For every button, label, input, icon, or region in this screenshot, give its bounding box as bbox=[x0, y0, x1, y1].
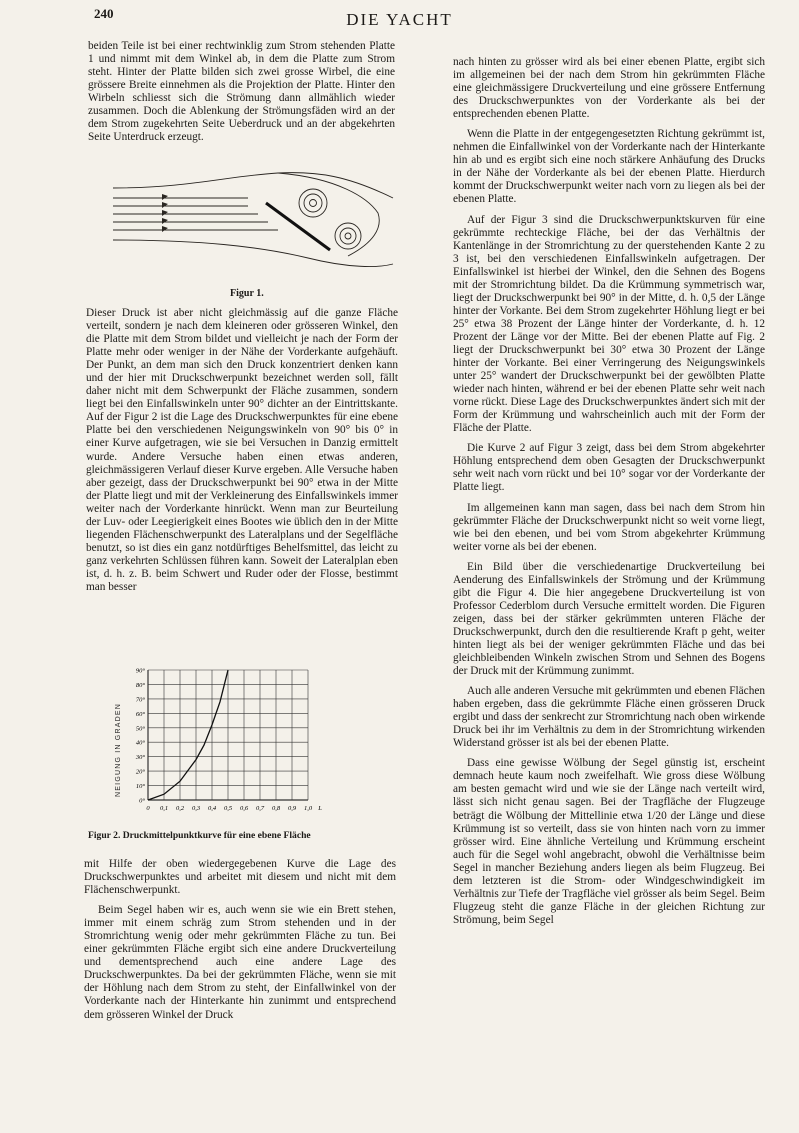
chart-y-tick-label: 90° bbox=[135, 667, 145, 675]
chart-y-tick-label: 20° bbox=[135, 768, 145, 776]
figure-2-caption: Figur 2. Druckmittelpunktkurve für eine ebene Fläche bbox=[88, 830, 311, 841]
paragraph: Auch alle anderen Versuche mit gekrümmten und ebenen Flächen haben ergeben, dass die gekrümmte Fläche einen grösseren Druck ergibt und dass der senkrecht zur Stromrichtung nach oben wirkende Druck bei ihr im Verhältnis zu dem in der Stromrichtung wirkenden Widerstand grösser ist als bei der ebenen Platte. bbox=[453, 685, 765, 750]
paragraph: beiden Teile ist bei einer rechtwinklig zum Strom stehenden Platte 1 und nimmt mit dem Winkel ab, in dem die Platte zum Strom steht. Hinter der Platte bilden sich zwei grosse Wirbel, die eine grössere Breite einnehmen als die Projektion der Platte. Hinter den Wirbeln schliesst sich die Strömung dann allmählich wieder zusammen. Doch die Ablenkung der Strömungsfäden wird an der dem Strom zugekehrten Seite Ueberdruck und an der abgekehrten Seite Unterdruck erzeugt. bbox=[88, 40, 395, 144]
chart-x-tick-label: 0,4 bbox=[207, 805, 217, 812]
chart-y-tick-label: 50° bbox=[135, 725, 145, 733]
page-number: 240 bbox=[94, 6, 114, 21]
paragraph: nach hinten zu grösser wird als bei einer ebenen Platte, ergibt sich im allgemeinen bei der nach dem Strom hin gekrümmten Fläche eine gleichmässigere Druckverteilung und eine grössere Entfernung des Druckschwerpunktes von der Vorderkante als bei der entsprechenden ebenen Platte. bbox=[453, 56, 765, 121]
chart-series-line bbox=[148, 670, 228, 800]
left-column-middle bbox=[86, 307, 398, 601]
paragraph: Auf der Figur 3 sind die Druckschwerpunktskurven für eine gekrümmte rechteckige Fläche, bei der das Verhältnis der Kantenlänge in der Stromrichtung zu der querstehenden Kante 2 zu 3 ist, bei den verschiedenen Einfallswinkeln aufgetragen. Der Einfallswinkel ist hierbei der Winkel, den die Sehnen des Bogens mit der Stromrichtung bildet. Da die Krümmung symmetrisch war, liegt der Druckschwerpunkt bei 90° in der Mitte, d. h. 0,5 der Länge hinter der Vorkante. Bei dem Strom zugekehrter Höhlung liegt er bei 25° etwa 38 Prozent der Länge hinter der Vorderkante, d. h. 12 Prozent der Länge vor der Mitte. Bei der ebenen Platte auf Fig. 2 liegt der Druckschwerpunkt bei 30° etwa 30 Prozent der Länge hinter der Vorkante. Bei einer Verringerung des Neigungswinkels unter 25° wandert der Druckschwerpunkt bei der gewölbten Platte wieder nach hinten, während er bei der ebenen Platte sehr weit nach vorne rückt. Diese Lage des Druckschwerpunktes ändert sich mit der Form der Krümmung und wahrscheinlich auch mit der Form der Fläche der Platte. bbox=[453, 213, 765, 435]
paragraph: Die Kurve 2 auf Figur 3 zeigt, dass bei dem Strom abgekehrter Höhlung entsprechend dem oben Gesagten der Druckschwerpunkt sehr weit nach vorn rückt und bei 10° sogar vor der Vorderkante der Platte liegt. bbox=[453, 442, 765, 494]
chart-y-tick-label: 70° bbox=[135, 696, 145, 704]
chart-x-tick-label: 0,8 bbox=[271, 805, 281, 812]
chart-y-tick-label: 60° bbox=[135, 710, 145, 718]
chart-x-tick-label: L bbox=[318, 805, 322, 812]
figure-1-caption: Figur 1. bbox=[230, 288, 264, 299]
chart-x-tick-label: 1,0 bbox=[303, 805, 313, 812]
left-column-bottom bbox=[84, 858, 396, 1029]
streamline bbox=[113, 240, 393, 266]
paragraph: Dieser Druck ist aber nicht gleichmässig auf die ganze Fläche verteilt, sondern je nach dem kleineren oder grösseren Winkel, den die Platte mit dem Strom bildet und vielleicht je nach der Form der Platte mehr oder weniger in der Nähe der Vorderkante aufgehäuft. Der Punkt, an dem man sich den Druck konzentriert denken kann und der hier mit Druckschwerpunkt bezeichnet werden soll, fällt daher nicht mit dem Schwerpunkt der Fläche zusammen, sondern liegt bei den Einfallswinkeln unter 90° dichter an der Eintrittskante. Auf der Figur 2 ist die Lage des Druckschwerpunktes für eine ebene Platte bei den verschiedenen Neigungswinkeln von 90° bis 0° in einer Kurve aufgetragen, wie sie bei Versuchen in Danzig ermittelt wurde. Andere Versuche haben einen etwas anderen, gleichmässigeren Verlauf dieser Kurve ergeben. Alle Versuche haben aber gezeigt, dass der Druckschwerpunkt bei 90° etwa in der Mitte der Platte liegt und mit der Verkleinerung des Einfallswinkels immer weiter nach der Vorderkante hinrückt. Wenn man zur Beurteilung der Luv- oder Leegierigkeit eines Bootes wie üblich den in der Mitte liegenden Flächenschwerpunkt des Lateralplans und der Segelfläche benutzt, so ist dies ein ganz notdürftiges Behelfsmittel, das leicht zu ganz verkehrten Schlüssen führen kann. Soweit der Lateralplan eben ist, d. h. z. B. beim Schwert und Ruder oder der Flosse, bestimmt man besser bbox=[86, 307, 398, 593]
vortex-lower bbox=[335, 223, 361, 249]
chart-y-tick-label: 0° bbox=[139, 797, 145, 805]
vortex-upper bbox=[299, 189, 327, 217]
figure-2-chart bbox=[108, 660, 333, 820]
chart-y-tick-label: 80° bbox=[135, 681, 145, 689]
left-column-top bbox=[88, 40, 395, 151]
chart-x-tick-label: 0,1 bbox=[159, 805, 169, 812]
paragraph: Beim Segel haben wir es, auch wenn sie wie ein Brett stehen, immer mit einem schräg zum Strom stehenden und in der Stromrichtung wenig oder mehr gekrümmten Fläche zu tun. Bei einer gekrümmten Fläche ergibt sich eine andere Druckverteilung und dementsprechend auch eine andere Lage des Druckschwerpunktes. Da bei der gekrümmten Fläche, wenn sie mit der Höhlung nach dem Strom zu steht, der Einfallwinkel von der Vorderkante nach der Hinterkante hin zunimmt und entsprechend dem grösseren Winkel der Druck bbox=[84, 904, 396, 1021]
paragraph: Dass eine gewisse Wölbung der Segel günstig ist, erscheint demnach heute kaum noch zweifelhaft. Wie gross diese Wölbung am besten gemacht wird und wie sie der Länge nach verteilt wird, lässt sich nicht genau sagen. Bei der Tragfläche der Flugzeuge beträgt die Wölbung der Mittellinie etwa 1/20 der Länge und diese Krümmung ist so verteilt, dass sie von hinten nach vorn zu immer grösser wird. Eine ähnliche Verteilung und Krümmung erscheint auch für die Segel wohl angebracht, obwohl die Verhältnisse beim Segel in mancher Beziehung anders liegen als beim Flugzeug. Bei dem letzteren ist die Strom- oder Windgeschwindigkeit im Verhältnis zur Tiefe der Tragfläche viel grösser als beim Segel. Beim Flugzeug steht die ganze Fläche in der gleichen Richtung zur Strömung, beim Segel bbox=[453, 757, 765, 926]
chart-x-tick-label: 0,6 bbox=[239, 805, 249, 812]
paragraph: mit Hilfe der oben wiedergegebenen Kurve die Lage des Druckschwerpunktes und arbeitet mit diesem und nicht mit dem Flächenschwerpunkt. bbox=[84, 858, 396, 897]
right-column bbox=[453, 56, 765, 934]
paragraph: Wenn die Platte in der entgegengesetzten Richtung gekrümmt ist, nehmen die Einfallwinkel von der Vorderkante nach der Hinterkante hin ab und es ergibt sich eine noch stärkere Anhäufung des Drucks in der Nähe der Vorderkante als bei der ebenen Platte. Hierdurch kommt der Druckschwerpunkt weiter nach vorn zu liegen als bei der ebenen Platte. bbox=[453, 128, 765, 206]
page-header bbox=[0, 6, 799, 32]
chart-x-tick-label: 0,3 bbox=[191, 805, 201, 812]
chart-ylabel: NEIGUNG IN GRADEN bbox=[115, 703, 122, 797]
paragraph: Ein Bild über die verschiedenartige Druckverteilung bei Aenderung des Einfallswinkels der Strömung und der Krümmung gibt die Figur 4. Die hier angegebene Druckverteilung ist von Professor Cederblom durch Versuche ermittelt worden. Die Figuren zeigen, dass bei der stärker gekrümmten unteren Fläche der Druckschwerpunkt, durch den die resultierende Kraft p geht, weiter hinten liegt als bei der weniger gekrümmten Fläche und das bei gleichbleibenden Winkeln zwischen Strom und Sehnen des Bogens der Druck mit der Krümmung zunimmt. bbox=[453, 560, 765, 678]
chart-y-tick-label: 30° bbox=[135, 754, 145, 762]
chart-x-tick-label: 0 bbox=[146, 805, 150, 812]
paragraph: Im allgemeinen kann man sagen, dass bei nach dem Strom hin gekrümmter Fläche der Druckschwerpunkt nicht so weit vorne liegt, wie bei den ebenen, und bei vom Strom abgekehrter Krümmung weiter vorne als bei der ebenen. bbox=[453, 501, 765, 553]
chart-x-tick-label: 0,7 bbox=[255, 805, 265, 812]
inclined-plate bbox=[266, 203, 330, 250]
chart-y-tick-label: 40° bbox=[135, 739, 145, 747]
chart-y-tick-label: 10° bbox=[135, 783, 145, 791]
chart-x-tick-label: 0,9 bbox=[287, 805, 297, 812]
figure-1-flow-diagram bbox=[108, 168, 398, 278]
streamline bbox=[113, 173, 393, 198]
chart-x-tick-label: 0,2 bbox=[175, 805, 185, 812]
running-title: DIE YACHT bbox=[346, 10, 453, 29]
chart-x-tick-label: 0,5 bbox=[223, 805, 233, 812]
